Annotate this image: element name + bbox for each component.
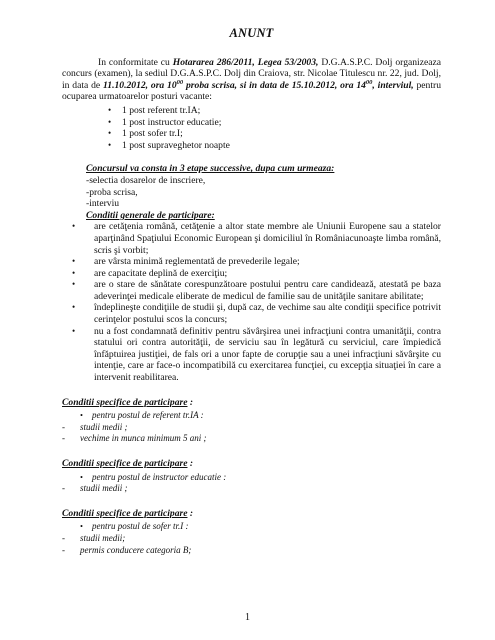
document-title: ANUNT [229,26,274,40]
list-item: • 1 post sofer tr.I; [108,128,441,140]
list-item: • are cetăţenia română, cetăţenie a altor state membre ale Uniunii Europene sau a statelor aparţinând Spaţiului Economic European şi domiciliul în Româniacunoaşte limba română, scris şi vorbit; [72,221,441,256]
general-conditions-title: Conditii generale de participare: [86,209,215,221]
specific-colon: : [187,396,194,408]
intro-text-1: In conformitate cu [98,56,173,68]
list-item: • are o stare de sănătate corespunzătoare postului pentru care candidează, atestată pe baza adeverinţei medicale eliberate de medicul de familie sau de unităţile sanitare abilitate; [72,279,441,302]
intro-text-3: pentru ocuparea urmatoarelor posturi vacante: [62,79,441,103]
list-item: - studii medii; [62,533,441,545]
list-item: - permis conducere categoria B; [62,545,441,557]
specific-title: Conditii specifice de participare [62,396,188,408]
list-item: - vechime in munca minimum 5 ani ; [62,433,441,445]
stages-title: Concursul va consta in 3 etape successive, dupa cum urmeaza: [86,163,335,175]
specific-conditions-referent [62,397,441,445]
intro-paragraph [62,57,441,103]
list-item: -proba scrisa, [86,186,138,198]
positions-list [62,105,441,151]
page-number: 1 [245,612,250,624]
intro-date-interview: proba scrisa, si in data de 15.10.2012, ora 14 [183,79,366,91]
intro-sup-1: 00 [176,78,184,86]
intro-sup-2: 00 [365,78,373,86]
list-item: • pentru postul de referent tr.IA : [80,410,441,422]
specific-title: Conditii specifice de participare [62,507,188,519]
stages-section [62,163,441,383]
list-item: • nu a fost condamnată definitiv pentru săvârşirea unei infracţiuni contra umanităţii, contra statului ori contra autorităţii, de serviciu sau în legătură cu serviciul, care împiedică înfăptuirea justiţiei, de fals ori a unor fapte de corupţie sau a unei infracţiuni săvârşite cu intenţie, care ar face-o incompatibilă cu exercitarea funcţiei, cu excepţia situaţiei în care a intervenit reabilitarea. [72,326,441,384]
specific-conditions-sofer [62,508,441,556]
specific-conditions-instructor [62,458,441,495]
list-item: • îndeplineşte condiţiile de studii şi, după caz, de vechime sau alte condiţii specifice potrivit cerinţelor postului scos la concurs; [72,302,441,325]
intro-law-ref: Hotararea 286/2011, Legea 53/2003, [172,56,319,68]
list-item: • pentru postul de sofer tr.I : [80,521,441,533]
list-item: - studii medii ; [62,422,441,434]
list-item: -selectia dosarelor de inscriere, [86,174,206,186]
intro-interview-label: , interviul, [372,79,414,91]
list-item: • are vârsta minimă reglementată de prevederile legale; [72,256,441,268]
list-item: - studii medii ; [62,483,441,495]
list-item: • pentru postul de instructor educatie : [80,472,441,484]
list-item: • are capacitate deplină de exerciţiu; [72,268,441,280]
specific-title: Conditii specifice de participare [62,458,188,469]
general-conditions-list [72,221,441,383]
specific-colon: : [187,458,194,469]
list-item: • 1 post instructor educatie; [108,117,441,129]
list-item: • 1 post referent tr.IA; [108,105,441,117]
intro-text-2: D.G.A.S.P.C. Dolj organizeaza concurs (examen), la sediul D.G.A.S.P.C. Dolj din Craiova, str. Nicolae Titulescu nr. 22, jud. Dolj, in data de [62,56,441,91]
list-item: -interviu [86,198,120,210]
specific-colon: : [187,507,194,519]
intro-date-written: 11.10.2012, ora 10 [103,79,177,91]
list-item: • 1 post supraveghetor noapte [108,140,441,152]
